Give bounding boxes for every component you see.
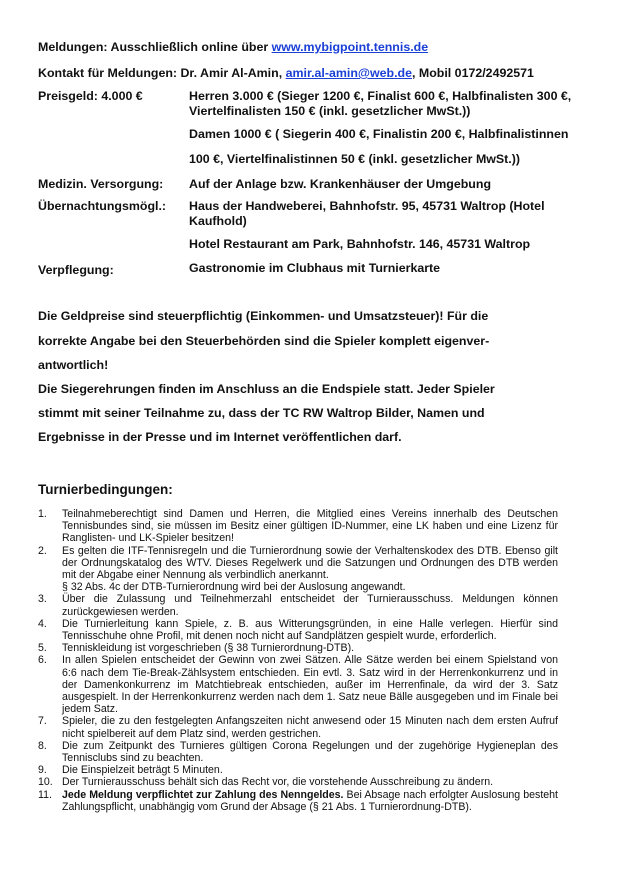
condition-number: 2. xyxy=(38,544,47,557)
condition-number: 1. xyxy=(38,508,47,520)
condition-bold-text: Jede Meldung verpflichtet zur Zahlung des Nenngeldes. xyxy=(62,788,344,801)
condition-item xyxy=(38,715,558,739)
condition-text: Die Einspielzeit beträgt 5 Minuten. xyxy=(62,764,223,777)
condition-text: Die zum Zeitpunkt des Turnieres gültigen Corona Regelungen und der zugehörige Hygieneplan des Tennisclubs sind zu beachten. xyxy=(62,739,558,765)
email-link[interactable]: amir.al-amin@web.de xyxy=(285,66,412,80)
condition-number: 6. xyxy=(38,654,47,667)
conditions-list xyxy=(38,508,558,813)
note-line: Die Geldpreise sind steuerpflichtig (Einkommen- und Umsatzsteuer)! Für die xyxy=(38,309,489,323)
condition-item xyxy=(38,618,558,642)
condition-item xyxy=(38,654,558,715)
condition-item xyxy=(38,789,558,813)
note-line: Die Siegerehrungen finden im Anschluss an die Endspiele statt. Jeder Spieler xyxy=(38,382,495,396)
uebernachtung-value-1: Haus der Handweberei, Bahnhofstr. 95, 45731 Waltrop (Hotel Kaufhold) xyxy=(189,199,545,228)
condition-text: Spieler, die zu den festgelegten Anfangszeiten nicht anwesend oder 15 Minuten nach dem ersten Aufruf nicht spielbereit auf dem Platz sind, werden gestrichen. xyxy=(62,715,558,740)
meldungen-line xyxy=(38,40,428,54)
condition-number: 9. xyxy=(38,764,47,777)
condition-subnote: § 32 Abs. 4c der DTB-Turnierordnung wird bei der Auslosung angewandt. xyxy=(62,581,406,594)
note-line: Ergebnisse in der Presse und im Internet veröffentlichen darf. xyxy=(38,430,402,444)
herren-preisgeld: Herren 3.000 € (Sieger 1200 €, Finalist 600 €, Halbfinalisten 300 €, Viertelfinalisten 150 € (inkl. gesetzlicher MwSt.)) xyxy=(189,89,572,118)
mybigpoint-link[interactable]: www.mybigpoint.tennis.de xyxy=(271,40,429,54)
medizin-label: Medizin. Versorgung: xyxy=(38,177,164,191)
condition-item xyxy=(38,508,558,545)
preisgeld-label: Preisgeld: 4.000 € xyxy=(38,89,143,103)
note-line: korrekte Angabe bei den Steuerbehörden sind die Spieler komplett eigenver- xyxy=(38,334,490,348)
condition-text: Tenniskleidung ist vorgeschrieben (§ 38 Turnierordnung-DTB). xyxy=(62,642,355,655)
condition-number: 8. xyxy=(38,739,47,752)
condition-item xyxy=(38,545,558,594)
damen-preisgeld-1: Damen 1000 € ( Siegerin 400 €, Finalistin 200 €, Halbfinalistinnen xyxy=(189,127,569,141)
condition-number: 3. xyxy=(38,593,47,606)
condition-text: Es gelten die ITF-Tennisregeln und die Turnierordnung sowie der Verhaltenskodex des DTB. Ebenso gilt der Ordnungskatalog des WTV. Dieses Regelwerk und die Satzungen und Ordnungen des DTB werden mit der Abgabe einer Nennung als verbindlich anerkannt. xyxy=(62,544,558,582)
condition-text: In allen Spielen entscheidet der Gewinn von zwei Sätzen. Alle Sätze werden bei einem Spielstand von 6:6 nach dem Tie-Break-Zählsystem entschieden. Ein evtl. 3. Satz wird in der Herrenkonkurrenz und in der Damenkonkurrenz im Matchtiebreak entschieden, außer im Herrenfinale, da wird der 3. Satz ausgespielt. In der Herrenkonkurrenz werden nach dem 1. Satz neue Bälle ausgegeben und im Finale bei jedem Satz. xyxy=(62,654,558,716)
condition-text: Über die Zulassung und Teilnehmerzahl entscheidet der Turnierausschuss. Meldungen können zurückgewiesen werden. xyxy=(62,593,558,618)
condition-number: 5. xyxy=(38,642,47,655)
uebernachtung-label: Übernachtungsmögl.: xyxy=(38,199,167,213)
uebernachtung-value-2: Hotel Restaurant am Park, Bahnhofstr. 146, 45731 Waltrop xyxy=(189,237,531,251)
note-line: stimmt mit seiner Teilnahme zu, dass der TC RW Waltrop Bilder, Namen und xyxy=(38,406,485,420)
kontakt-text: Kontakt für Meldungen: Dr. Amir Al-Amin, xyxy=(38,66,283,80)
condition-number: 11. xyxy=(38,788,52,801)
verpflegung-value: Gastronomie im Clubhaus mit Turnierkarte xyxy=(189,261,441,275)
note-line: antwortlich! xyxy=(38,358,109,372)
condition-item xyxy=(38,642,558,654)
condition-item xyxy=(38,593,558,617)
kontakt-phone: , Mobil 0172/2492571 xyxy=(412,66,534,80)
condition-number: 4. xyxy=(38,617,47,630)
condition-text: Bei Absage nach erfolgter Auslosung besteht Zahlungspflicht, unabhängig vom Grund der Absage (§ 21 Abs. 1 Turnierordnung-DTB). xyxy=(62,788,558,813)
condition-text: Der Turnierausschuss behält sich das Recht vor, die vorstehende Ausschreibung zu ändern. xyxy=(62,776,494,789)
condition-number: 7. xyxy=(38,715,47,728)
conditions-heading: Turnierbedingungen: xyxy=(38,482,173,497)
condition-item xyxy=(38,740,558,764)
condition-text: Die Turnierleitung kann Spiele, z. B. aus Witterungsgründen, in eine Halle verlegen. Hierfür sind Tennisschuhe ohne Profil, mit denen noch nicht auf Sandplätzen gespielt wurde, erforderlich. xyxy=(62,617,558,643)
kontakt-line xyxy=(38,66,534,80)
damen-preisgeld-2: 100 €, Viertelfinalistinnen 50 € (inkl. gesetzlicher MwSt.)) xyxy=(189,152,520,166)
condition-item xyxy=(38,764,558,776)
condition-text: Teilnahmeberechtigt sind Damen und Herren, die Mitglied eines Vereins innerhalb des Deutschen Tennisbundes sind, sie müssen im Besitz einer gültigen ID-Nummer, eine LK haben und eine Lizenz für Ranglisten- und LK-Spieler besitzen! xyxy=(62,508,558,545)
medizin-value: Auf der Anlage bzw. Krankenhäuser der Umgebung xyxy=(189,177,492,191)
verpflegung-label: Verpflegung: xyxy=(38,263,114,277)
condition-item xyxy=(38,776,558,788)
condition-number: 10. xyxy=(38,776,53,789)
meldungen-text: Meldungen: Ausschließlich online über xyxy=(38,40,269,54)
